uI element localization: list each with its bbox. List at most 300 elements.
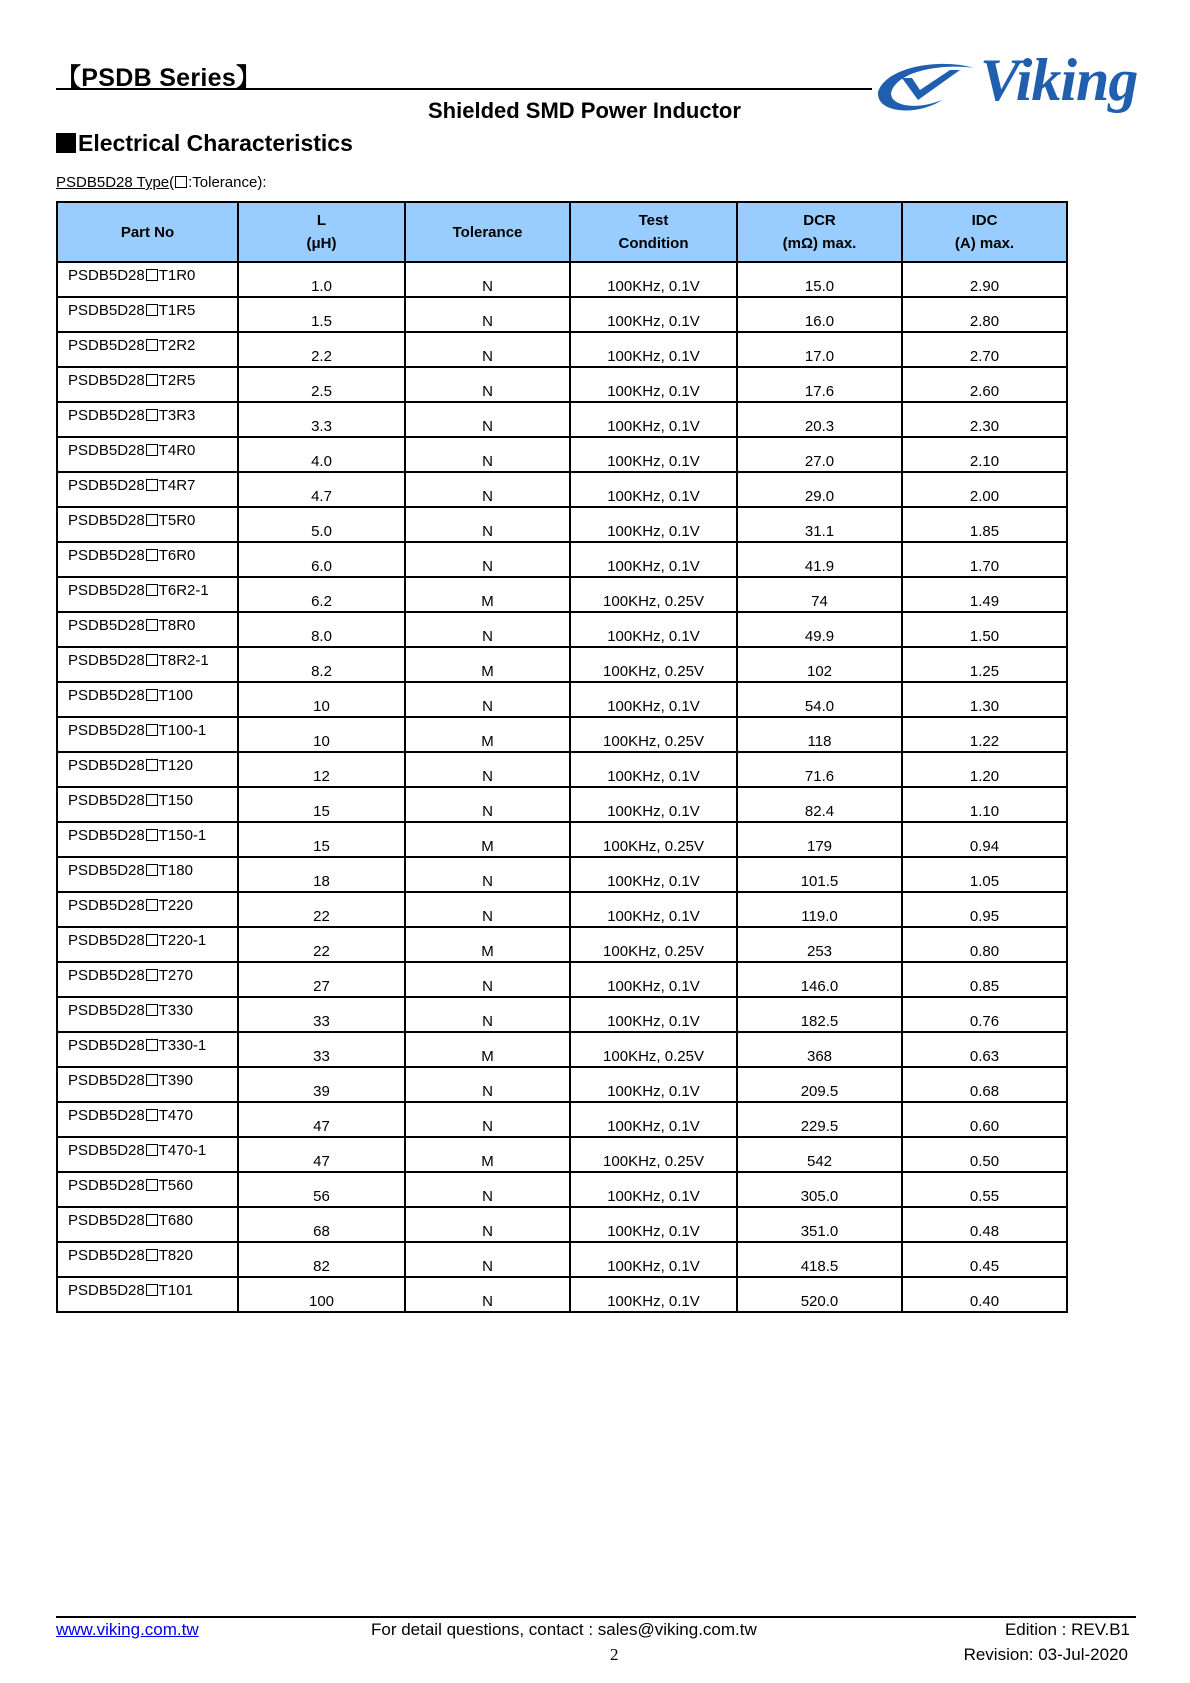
edition-text: Edition : REV.B1 bbox=[1004, 1620, 1130, 1639]
dcr-cell: 368 bbox=[737, 1032, 902, 1067]
test-condition-cell: 100KHz, 0.1V bbox=[570, 1172, 737, 1207]
tolerance-cell: M bbox=[405, 1137, 570, 1172]
test-condition-cell: 100KHz, 0.1V bbox=[570, 1102, 737, 1137]
tolerance-cell: N bbox=[405, 752, 570, 787]
idc-cell: 0.94 bbox=[902, 822, 1067, 857]
inductance-cell: 39 bbox=[238, 1067, 405, 1102]
table-row bbox=[57, 332, 1067, 367]
header-dcr: DCR (mΩ) max. bbox=[737, 202, 902, 262]
part-no-cell bbox=[57, 752, 238, 787]
inductance-cell: 5.0 bbox=[238, 507, 405, 542]
tolerance-cell: N bbox=[405, 892, 570, 927]
dcr-cell: 229.5 bbox=[737, 1102, 902, 1137]
tolerance-cell: M bbox=[405, 647, 570, 682]
part-no-suffix: T560 bbox=[158, 1177, 193, 1194]
tolerance-cell: N bbox=[405, 997, 570, 1032]
part-no-cell bbox=[57, 1032, 238, 1067]
dcr-cell: 31.1 bbox=[737, 507, 902, 542]
test-condition-cell: 100KHz, 0.1V bbox=[570, 472, 737, 507]
test-condition-cell: 100KHz, 0.25V bbox=[570, 1137, 737, 1172]
type-note bbox=[56, 174, 267, 191]
tolerance-cell: N bbox=[405, 472, 570, 507]
tolerance-box-icon bbox=[146, 514, 158, 526]
dcr-cell: 118 bbox=[737, 717, 902, 752]
tolerance-cell: N bbox=[405, 367, 570, 402]
idc-cell: 0.68 bbox=[902, 1067, 1067, 1102]
inductance-cell: 10 bbox=[238, 682, 405, 717]
header-rule bbox=[56, 88, 872, 90]
part-no-cell bbox=[57, 857, 238, 892]
tolerance-cell: N bbox=[405, 1207, 570, 1242]
part-no-suffix: T150 bbox=[158, 792, 193, 809]
tolerance-cell: M bbox=[405, 1032, 570, 1067]
tolerance-cell: N bbox=[405, 1067, 570, 1102]
inductance-cell: 27 bbox=[238, 962, 405, 997]
table-row bbox=[57, 542, 1067, 577]
tolerance-box-icon bbox=[146, 1074, 158, 1086]
inductance-cell: 2.2 bbox=[238, 332, 405, 367]
dcr-cell: 253 bbox=[737, 927, 902, 962]
part-no-suffix: T2R5 bbox=[158, 372, 196, 389]
part-no-cell bbox=[57, 927, 238, 962]
part-no-cell bbox=[57, 1277, 238, 1312]
part-no-suffix: T220 bbox=[158, 897, 193, 914]
tolerance-cell: N bbox=[405, 297, 570, 332]
part-no-cell bbox=[57, 1102, 238, 1137]
dcr-cell: 54.0 bbox=[737, 682, 902, 717]
test-condition-cell: 100KHz, 0.1V bbox=[570, 1067, 737, 1102]
tolerance-cell: N bbox=[405, 682, 570, 717]
inductance-cell: 33 bbox=[238, 1032, 405, 1067]
tolerance-cell: M bbox=[405, 577, 570, 612]
test-condition-cell: 100KHz, 0.1V bbox=[570, 1207, 737, 1242]
test-condition-cell: 100KHz, 0.1V bbox=[570, 542, 737, 577]
tolerance-box-icon bbox=[146, 724, 158, 736]
tolerance-cell: N bbox=[405, 1277, 570, 1312]
test-condition-cell: 100KHz, 0.1V bbox=[570, 402, 737, 437]
part-no-suffix: T6R2-1 bbox=[158, 582, 209, 599]
part-no-suffix: T390 bbox=[158, 1072, 193, 1089]
tolerance-box-icon bbox=[146, 479, 158, 491]
section-title bbox=[56, 130, 353, 157]
tolerance-box-icon bbox=[146, 1214, 158, 1226]
type-note-name: PSDB5D28 Type bbox=[56, 174, 170, 191]
part-no-suffix: T330-1 bbox=[158, 1037, 207, 1054]
part-no-cell bbox=[57, 437, 238, 472]
test-condition-cell: 100KHz, 0.1V bbox=[570, 892, 737, 927]
part-no-prefix: PSDB5D28 bbox=[68, 757, 145, 774]
idc-cell: 1.85 bbox=[902, 507, 1067, 542]
table-row bbox=[57, 577, 1067, 612]
table-row bbox=[57, 962, 1067, 997]
part-no-prefix: PSDB5D28 bbox=[68, 407, 145, 424]
inductance-cell: 8.2 bbox=[238, 647, 405, 682]
idc-cell: 1.50 bbox=[902, 612, 1067, 647]
tolerance-cell: N bbox=[405, 542, 570, 577]
idc-cell: 2.80 bbox=[902, 297, 1067, 332]
tolerance-box-icon bbox=[146, 689, 158, 701]
idc-cell: 1.22 bbox=[902, 717, 1067, 752]
tolerance-box-icon bbox=[146, 1109, 158, 1121]
tolerance-box-icon bbox=[146, 409, 158, 421]
table-row bbox=[57, 927, 1067, 962]
table-row bbox=[57, 1067, 1067, 1102]
part-no-cell bbox=[57, 1172, 238, 1207]
part-no-prefix: PSDB5D28 bbox=[68, 547, 145, 564]
table-row bbox=[57, 367, 1067, 402]
dcr-cell: 102 bbox=[737, 647, 902, 682]
part-no-prefix: PSDB5D28 bbox=[68, 1002, 145, 1019]
idc-cell: 1.10 bbox=[902, 787, 1067, 822]
tolerance-box-icon bbox=[146, 654, 158, 666]
inductance-cell: 6.0 bbox=[238, 542, 405, 577]
tolerance-cell: N bbox=[405, 787, 570, 822]
part-no-suffix: T470 bbox=[158, 1107, 193, 1124]
document-subtitle: Shielded SMD Power Inductor bbox=[428, 98, 741, 123]
footer-rule bbox=[56, 1616, 1136, 1618]
part-no-cell bbox=[57, 1242, 238, 1277]
part-no-suffix: T1R5 bbox=[158, 302, 196, 319]
inductance-cell: 12 bbox=[238, 752, 405, 787]
tolerance-box-icon bbox=[146, 374, 158, 386]
part-no-suffix: T120 bbox=[158, 757, 193, 774]
part-no-cell bbox=[57, 822, 238, 857]
test-condition-cell: 100KHz, 0.25V bbox=[570, 822, 737, 857]
part-no-suffix: T680 bbox=[158, 1212, 193, 1229]
part-no-prefix: PSDB5D28 bbox=[68, 617, 145, 634]
inductance-cell: 47 bbox=[238, 1102, 405, 1137]
dcr-cell: 41.9 bbox=[737, 542, 902, 577]
tolerance-cell: N bbox=[405, 402, 570, 437]
header-inductance: L (μH) bbox=[238, 202, 405, 262]
part-no-suffix: T8R2-1 bbox=[158, 652, 209, 669]
tolerance-box-icon bbox=[175, 176, 187, 188]
test-condition-cell: 100KHz, 0.1V bbox=[570, 297, 737, 332]
tolerance-cell: N bbox=[405, 612, 570, 647]
part-no-prefix: PSDB5D28 bbox=[68, 1072, 145, 1089]
tolerance-box-icon bbox=[146, 1144, 158, 1156]
inductance-cell: 68 bbox=[238, 1207, 405, 1242]
test-condition-cell: 100KHz, 0.1V bbox=[570, 1242, 737, 1277]
tolerance-box-icon bbox=[146, 864, 158, 876]
test-condition-cell: 100KHz, 0.1V bbox=[570, 752, 737, 787]
part-no-prefix: PSDB5D28 bbox=[68, 897, 145, 914]
table-row bbox=[57, 787, 1067, 822]
idc-cell: 1.49 bbox=[902, 577, 1067, 612]
part-no-cell bbox=[57, 472, 238, 507]
part-no-cell bbox=[57, 577, 238, 612]
part-no-suffix: T100 bbox=[158, 687, 193, 704]
tolerance-cell: N bbox=[405, 1102, 570, 1137]
test-condition-cell: 100KHz, 0.1V bbox=[570, 997, 737, 1032]
idc-cell: 0.63 bbox=[902, 1032, 1067, 1067]
part-no-cell bbox=[57, 717, 238, 752]
table-row bbox=[57, 752, 1067, 787]
table-row bbox=[57, 1032, 1067, 1067]
part-no-prefix: PSDB5D28 bbox=[68, 372, 145, 389]
table-row bbox=[57, 472, 1067, 507]
idc-cell: 0.40 bbox=[902, 1277, 1067, 1312]
idc-cell: 1.30 bbox=[902, 682, 1067, 717]
tolerance-box-icon bbox=[146, 899, 158, 911]
part-no-suffix: T180 bbox=[158, 862, 193, 879]
part-no-cell bbox=[57, 612, 238, 647]
part-no-prefix: PSDB5D28 bbox=[68, 477, 145, 494]
page-number: 2 bbox=[610, 1645, 619, 1664]
table-row bbox=[57, 437, 1067, 472]
tolerance-cell: N bbox=[405, 1242, 570, 1277]
part-no-prefix: PSDB5D28 bbox=[68, 442, 145, 459]
table-row bbox=[57, 297, 1067, 332]
idc-cell: 2.00 bbox=[902, 472, 1067, 507]
dcr-cell: 17.6 bbox=[737, 367, 902, 402]
part-no-cell bbox=[57, 262, 238, 297]
inductance-cell: 100 bbox=[238, 1277, 405, 1312]
part-no-cell bbox=[57, 892, 238, 927]
table-row bbox=[57, 262, 1067, 297]
part-no-suffix: T1R0 bbox=[158, 267, 196, 284]
contact-text: For detail questions, contact : sales@viking.com.tw bbox=[371, 1620, 757, 1639]
dcr-cell: 209.5 bbox=[737, 1067, 902, 1102]
test-condition-cell: 100KHz, 0.1V bbox=[570, 332, 737, 367]
idc-cell: 1.70 bbox=[902, 542, 1067, 577]
part-no-prefix: PSDB5D28 bbox=[68, 827, 145, 844]
test-condition-cell: 100KHz, 0.1V bbox=[570, 787, 737, 822]
dcr-cell: 29.0 bbox=[737, 472, 902, 507]
idc-cell: 0.76 bbox=[902, 997, 1067, 1032]
idc-cell: 0.85 bbox=[902, 962, 1067, 997]
tolerance-box-icon bbox=[146, 829, 158, 841]
part-no-prefix: PSDB5D28 bbox=[68, 687, 145, 704]
test-condition-cell: 100KHz, 0.1V bbox=[570, 612, 737, 647]
part-no-suffix: T270 bbox=[158, 967, 193, 984]
part-no-suffix: T5R0 bbox=[158, 512, 196, 529]
tolerance-box-icon bbox=[146, 1004, 158, 1016]
dcr-cell: 351.0 bbox=[737, 1207, 902, 1242]
tolerance-box-icon bbox=[146, 1249, 158, 1261]
inductance-cell: 3.3 bbox=[238, 402, 405, 437]
dcr-cell: 542 bbox=[737, 1137, 902, 1172]
table-row bbox=[57, 1242, 1067, 1277]
part-no-prefix: PSDB5D28 bbox=[68, 652, 145, 669]
electrical-characteristics-table bbox=[56, 201, 1068, 1313]
table-row bbox=[57, 1102, 1067, 1137]
part-no-cell bbox=[57, 647, 238, 682]
inductance-cell: 15 bbox=[238, 787, 405, 822]
tolerance-box-icon bbox=[146, 339, 158, 351]
test-condition-cell: 100KHz, 0.1V bbox=[570, 437, 737, 472]
tolerance-cell: M bbox=[405, 822, 570, 857]
part-no-cell bbox=[57, 402, 238, 437]
inductance-cell: 8.0 bbox=[238, 612, 405, 647]
part-no-prefix: PSDB5D28 bbox=[68, 1107, 145, 1124]
table-row bbox=[57, 402, 1067, 437]
part-no-prefix: PSDB5D28 bbox=[68, 582, 145, 599]
test-condition-cell: 100KHz, 0.1V bbox=[570, 857, 737, 892]
part-no-prefix: PSDB5D28 bbox=[68, 302, 145, 319]
viking-logo bbox=[872, 47, 1152, 122]
test-condition-cell: 100KHz, 0.25V bbox=[570, 577, 737, 612]
dcr-cell: 16.0 bbox=[737, 297, 902, 332]
dcr-cell: 146.0 bbox=[737, 962, 902, 997]
test-condition-cell: 100KHz, 0.1V bbox=[570, 682, 737, 717]
dcr-cell: 49.9 bbox=[737, 612, 902, 647]
part-no-suffix: T330 bbox=[158, 1002, 193, 1019]
dcr-cell: 119.0 bbox=[737, 892, 902, 927]
header-idc: IDC (A) max. bbox=[902, 202, 1067, 262]
black-square-icon bbox=[56, 133, 76, 153]
part-no-suffix: T470-1 bbox=[158, 1142, 207, 1159]
series-title: 【PSDB Series】 bbox=[56, 64, 262, 92]
table-row bbox=[57, 1277, 1067, 1312]
tolerance-box-icon bbox=[146, 1179, 158, 1191]
part-no-suffix: T8R0 bbox=[158, 617, 196, 634]
part-no-suffix: T3R3 bbox=[158, 407, 196, 424]
table-row bbox=[57, 612, 1067, 647]
part-no-suffix: T101 bbox=[158, 1282, 193, 1299]
dcr-cell: 17.0 bbox=[737, 332, 902, 367]
table-row bbox=[57, 1207, 1067, 1242]
table-row bbox=[57, 1137, 1067, 1172]
table-row bbox=[57, 892, 1067, 927]
idc-cell: 0.50 bbox=[902, 1137, 1067, 1172]
header-test-condition: Test Condition bbox=[570, 202, 737, 262]
part-no-prefix: PSDB5D28 bbox=[68, 967, 145, 984]
idc-cell: 1.05 bbox=[902, 857, 1067, 892]
idc-cell: 2.30 bbox=[902, 402, 1067, 437]
part-no-suffix: T220-1 bbox=[158, 932, 207, 949]
inductance-cell: 82 bbox=[238, 1242, 405, 1277]
part-no-cell bbox=[57, 997, 238, 1032]
part-no-cell bbox=[57, 332, 238, 367]
test-condition-cell: 100KHz, 0.1V bbox=[570, 962, 737, 997]
table-row bbox=[57, 997, 1067, 1032]
dcr-cell: 182.5 bbox=[737, 997, 902, 1032]
test-condition-cell: 100KHz, 0.1V bbox=[570, 367, 737, 402]
part-no-prefix: PSDB5D28 bbox=[68, 1212, 145, 1229]
part-no-cell bbox=[57, 297, 238, 332]
part-no-prefix: PSDB5D28 bbox=[68, 1037, 145, 1054]
tolerance-box-icon bbox=[146, 934, 158, 946]
inductance-cell: 2.5 bbox=[238, 367, 405, 402]
part-no-suffix: T6R0 bbox=[158, 547, 196, 564]
dcr-cell: 520.0 bbox=[737, 1277, 902, 1312]
inductance-cell: 33 bbox=[238, 997, 405, 1032]
tolerance-box-icon bbox=[146, 549, 158, 561]
dcr-cell: 27.0 bbox=[737, 437, 902, 472]
tolerance-box-icon bbox=[146, 444, 158, 456]
tolerance-cell: N bbox=[405, 332, 570, 367]
idc-cell: 0.45 bbox=[902, 1242, 1067, 1277]
idc-cell: 0.55 bbox=[902, 1172, 1067, 1207]
part-no-suffix: T2R2 bbox=[158, 337, 196, 354]
tolerance-cell: N bbox=[405, 507, 570, 542]
inductance-cell: 22 bbox=[238, 892, 405, 927]
part-no-prefix: PSDB5D28 bbox=[68, 337, 145, 354]
tolerance-cell: N bbox=[405, 437, 570, 472]
part-no-cell bbox=[57, 367, 238, 402]
part-no-prefix: PSDB5D28 bbox=[68, 512, 145, 529]
test-condition-cell: 100KHz, 0.25V bbox=[570, 647, 737, 682]
dcr-cell: 20.3 bbox=[737, 402, 902, 437]
inductance-cell: 47 bbox=[238, 1137, 405, 1172]
part-no-prefix: PSDB5D28 bbox=[68, 932, 145, 949]
part-no-suffix: T820 bbox=[158, 1247, 193, 1264]
part-no-cell bbox=[57, 1137, 238, 1172]
idc-cell: 0.95 bbox=[902, 892, 1067, 927]
tolerance-cell: N bbox=[405, 857, 570, 892]
logo-wordmark: Viking bbox=[980, 47, 1138, 113]
test-condition-cell: 100KHz, 0.25V bbox=[570, 1032, 737, 1067]
inductance-cell: 10 bbox=[238, 717, 405, 752]
tolerance-box-icon bbox=[146, 269, 158, 281]
dcr-cell: 418.5 bbox=[737, 1242, 902, 1277]
inductance-cell: 56 bbox=[238, 1172, 405, 1207]
inductance-cell: 1.5 bbox=[238, 297, 405, 332]
type-note-open: ( bbox=[169, 174, 175, 191]
header-tolerance: Tolerance bbox=[405, 202, 570, 262]
part-no-prefix: PSDB5D28 bbox=[68, 792, 145, 809]
table-row bbox=[57, 717, 1067, 752]
test-condition-cell: 100KHz, 0.1V bbox=[570, 507, 737, 542]
inductance-cell: 4.7 bbox=[238, 472, 405, 507]
idc-cell: 2.10 bbox=[902, 437, 1067, 472]
table-header-row bbox=[57, 202, 1067, 262]
part-no-prefix: PSDB5D28 bbox=[68, 1247, 145, 1264]
tolerance-cell: N bbox=[405, 1172, 570, 1207]
tolerance-box-icon bbox=[146, 619, 158, 631]
idc-cell: 0.60 bbox=[902, 1102, 1067, 1137]
tolerance-box-icon bbox=[146, 304, 158, 316]
tolerance-box-icon bbox=[146, 969, 158, 981]
idc-cell: 2.90 bbox=[902, 262, 1067, 297]
part-no-cell bbox=[57, 787, 238, 822]
dcr-cell: 74 bbox=[737, 577, 902, 612]
part-no-prefix: PSDB5D28 bbox=[68, 267, 145, 284]
website-link[interactable]: www.viking.com.tw bbox=[56, 1620, 199, 1639]
part-no-prefix: PSDB5D28 bbox=[68, 722, 145, 739]
dcr-cell: 15.0 bbox=[737, 262, 902, 297]
part-no-cell bbox=[57, 542, 238, 577]
tolerance-cell: M bbox=[405, 927, 570, 962]
part-no-prefix: PSDB5D28 bbox=[68, 1177, 145, 1194]
part-no-cell bbox=[57, 962, 238, 997]
idc-cell: 2.70 bbox=[902, 332, 1067, 367]
test-condition-cell: 100KHz, 0.25V bbox=[570, 927, 737, 962]
tolerance-cell: N bbox=[405, 262, 570, 297]
part-no-prefix: PSDB5D28 bbox=[68, 862, 145, 879]
part-no-suffix: T4R7 bbox=[158, 477, 196, 494]
inductance-cell: 4.0 bbox=[238, 437, 405, 472]
table-row bbox=[57, 857, 1067, 892]
tolerance-cell: N bbox=[405, 962, 570, 997]
idc-cell: 1.25 bbox=[902, 647, 1067, 682]
tolerance-box-icon bbox=[146, 584, 158, 596]
idc-cell: 0.48 bbox=[902, 1207, 1067, 1242]
test-condition-cell: 100KHz, 0.1V bbox=[570, 262, 737, 297]
part-no-suffix: T4R0 bbox=[158, 442, 196, 459]
revision-text: Revision: 03-Jul-2020 bbox=[963, 1645, 1128, 1664]
part-no-suffix: T150-1 bbox=[158, 827, 207, 844]
tolerance-box-icon bbox=[146, 794, 158, 806]
inductance-cell: 22 bbox=[238, 927, 405, 962]
part-no-cell bbox=[57, 1207, 238, 1242]
part-no-cell bbox=[57, 682, 238, 717]
table-row bbox=[57, 822, 1067, 857]
dcr-cell: 82.4 bbox=[737, 787, 902, 822]
idc-cell: 0.80 bbox=[902, 927, 1067, 962]
dcr-cell: 71.6 bbox=[737, 752, 902, 787]
